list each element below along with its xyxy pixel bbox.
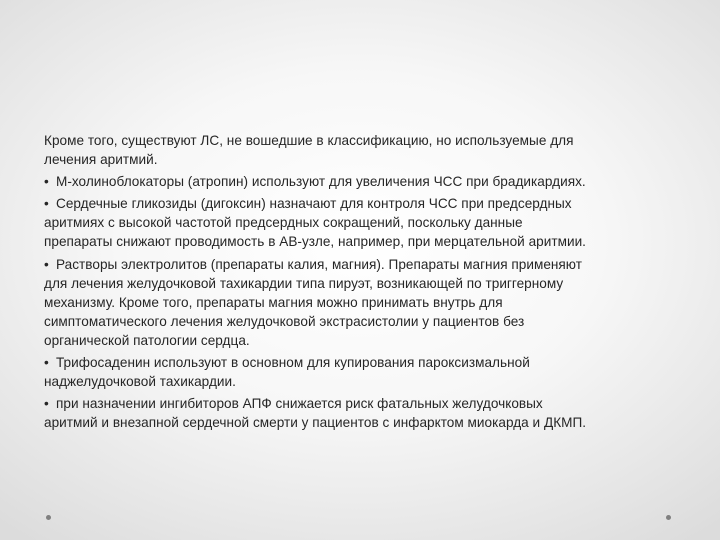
bullet-item-electrolytes [44, 255, 684, 350]
slide-body-text [44, 131, 684, 435]
paragraph-text: М-холиноблокаторы (атропин) используют для увеличения ЧСС при брадикардиях. [56, 174, 586, 190]
intro-paragraph [44, 131, 684, 169]
bullet-item-cardiac-glycosides [44, 194, 684, 251]
bullet-icon: • [44, 355, 49, 371]
corner-dot-icon-right [666, 515, 671, 520]
paragraph-text: Сердечные гликозиды (дигоксин) назначают для контроля ЧСС при предсердных аритмиях с высокой частотой предсердных сокращений, поскольку данные препараты снижают проводимость в АВ-узле, например, при мерцательной аритмии. [44, 196, 586, 250]
paragraph-text: при назначении ингибиторов АПФ снижается риск фатальных желудочковых аритмий и внезапной сердечной смерти у пациентов с инфарктом миокарда и ДКМП. [44, 396, 587, 431]
bullet-icon: • [44, 256, 49, 272]
bullet-icon: • [44, 174, 49, 190]
bullet-item-trifosadenine [44, 353, 684, 391]
paragraph-text: Трифосаденин используют в основном для купирования пароксизмальной наджелудочковой тахикардии. [44, 355, 530, 390]
paragraph-text: Растворы электролитов (препараты калия, магния). Препараты магния применяют для лечения желудочковой тахикардии типа пируэт, возникающей по триггерному механизму. Кроме того, препараты магния можно принимать внутрь для симптоматического лечения желудочковой экстрасистолии у пациентов без органической патологии сердца. [44, 256, 582, 348]
bullet-icon: • [44, 196, 49, 212]
bullet-item-ace-inhibitors [44, 394, 684, 432]
corner-dot-icon-left [46, 515, 51, 520]
bullet-icon: • [44, 396, 49, 412]
bullet-item-m-cholinoblockers [44, 172, 684, 191]
paragraph-text: Кроме того, существуют ЛС, не вошедшие в классификацию, но используемые для лечения аритмий. [44, 133, 574, 168]
